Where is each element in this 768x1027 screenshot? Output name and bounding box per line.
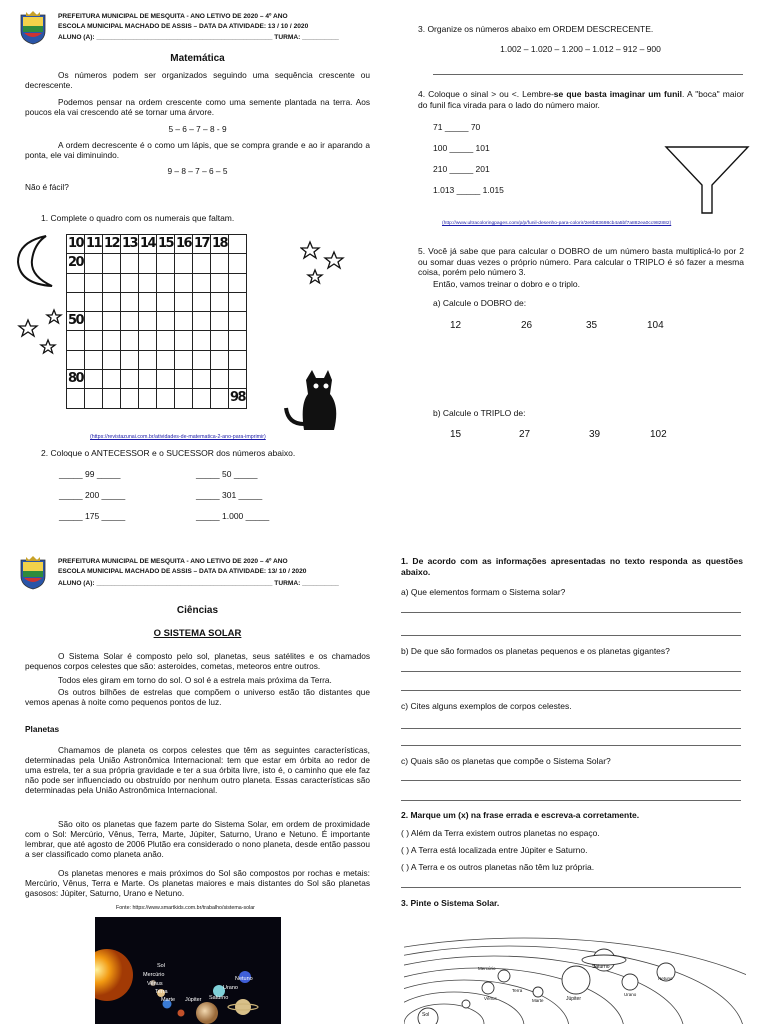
grid-cell[interactable] [211,273,229,292]
answer-line-1c-1[interactable] [401,728,741,729]
grid-cell[interactable] [139,273,157,292]
grid-cell: 16 [175,235,193,254]
dobro-104: 104 [647,320,664,331]
grid-cell[interactable] [121,292,139,311]
grid-cell: 12 [103,235,121,254]
question-4-text-c: . A "boca" maior do funil fica virada para o lado do número maior. [418,89,744,110]
grid-row [67,350,247,369]
grid-cell[interactable] [193,254,211,273]
grid-cell[interactable] [121,331,139,350]
antecessor-sucessor-200[interactable]: _____ 200 _____ [59,490,126,500]
compare-1013-1015[interactable]: 1.013 _____ 1.015 [433,185,504,195]
paragraph-crescente: Podemos pensar na ordem crescente como uma semente plantada na terra. Aos poucos ela vai crescendo até se tornar uma árvore. [25,97,370,118]
grid-cell[interactable] [85,292,103,311]
paragraph-decrescente: A ordem decrescente é o como um lápis, que se compra grande e ao ir aparando a ponta, ele vai diminuindo. [25,140,370,161]
color-label-venus: Vênus [484,996,497,1001]
question-2: 2. Coloque o ANTECESSOR e o SUCESSOR dos números abaixo. [41,448,296,458]
subtitle-planetas: Planetas [25,724,60,734]
sequence-decrescente: 9 – 8 – 7 – 6 – 5 [167,166,228,176]
grid-cell[interactable] [139,350,157,369]
grid-cell: 15 [157,235,175,254]
grid-cell[interactable] [157,350,175,369]
grid-cell[interactable] [157,273,175,292]
grid-cell[interactable] [193,350,211,369]
grid-row [67,331,247,350]
grid-cell[interactable] [139,370,157,389]
question-5-subtitle: Então, vamos treinar o dobro e o triplo. [433,279,580,289]
triplo-27: 27 [519,429,531,440]
paragraph-intro: Os números podem ser organizados seguindo uma sequência crescente ou decrescente. [25,70,370,91]
grid-cell[interactable] [211,389,229,408]
grid-cell[interactable] [211,254,229,273]
color-label-urano: Urano [624,992,637,997]
grid-row [67,254,247,273]
grid-cell[interactable] [85,350,103,369]
color-label-jupiter: Júpiter [566,996,582,1002]
label-jupiter: Júpiter [185,997,202,1003]
exercise-2-item-3[interactable]: ( ) A Terra e os outros planetas não têm luz própria. [401,862,595,872]
grid-row [67,273,247,292]
grid-cell[interactable] [139,254,157,273]
grid-cell[interactable] [103,273,121,292]
label-venus: Vênus [147,981,163,987]
grid-cell[interactable] [157,389,175,408]
paragraph-estrelas: Os outros bilhões de estrelas que compõem o universo estão tão distantes que vemos apenas à noite como pequenos pontos de luz. [25,687,370,708]
exercise-2-item-2[interactable]: ( ) A Terra está localizada entre Júpiter e Saturno. [401,845,588,855]
mesquita-crest-icon-2 [18,556,48,590]
antecessor-sucessor-301[interactable]: _____ 301 _____ [196,490,263,500]
grid-cell[interactable] [175,312,193,331]
solar-system-planets-icon [95,917,281,1024]
numbers-to-order: 1.002 – 1.020 – 1.200 – 1.012 – 912 – 900 [500,44,661,54]
grid-cell[interactable] [121,350,139,369]
dobro-26: 26 [521,320,533,331]
question-4 [418,89,744,110]
stars-right-icon [300,240,350,288]
antecessor-sucessor-50[interactable]: _____ 50 _____ [196,469,258,479]
grid-row [67,370,247,389]
exercise-1d: c) Quais são os planetas que compõe o Sistema Solar? [401,756,611,766]
label-sol: Sol [157,963,165,969]
grid-cell[interactable] [157,370,175,389]
grid-cell[interactable] [121,273,139,292]
grid-cell[interactable] [85,389,103,408]
grid-cell[interactable] [139,312,157,331]
answer-line-1a-2[interactable] [401,635,741,636]
grid-cell[interactable] [175,370,193,389]
question-5b: b) Calcule o TRIPLO de: [433,408,526,418]
sequence-crescente: 5 – 6 – 7 – 8 - 9 [168,124,227,134]
grid-cell[interactable] [211,350,229,369]
school-header-line2-b: ESCOLA MUNICIPAL MACHADO DE ASSIS – DATA DA ATIVIDADE: 13/ 10 / 2020 [58,567,307,575]
grid-cell[interactable] [67,292,85,311]
grid-cell[interactable] [139,331,157,350]
grid-cell[interactable] [85,273,103,292]
solar-system-image [95,917,281,1024]
question-1: 1. Complete o quadro com os numerais que faltam. [41,213,235,223]
student-name-line[interactable]: ALUNO (A): ________________________________________________ TURMA: __________ [58,34,339,42]
grid-cell[interactable] [103,331,121,350]
crescent-moon-icon [12,232,66,290]
grid-cell[interactable] [229,292,247,311]
antecessor-sucessor-1000[interactable]: _____ 1.000 _____ [196,511,270,521]
grid-cell[interactable] [85,331,103,350]
coloring-solar-system[interactable] [404,914,746,1024]
question-3: 3. Organize os números abaixo em ORDEM DESCRECENTE. [418,24,654,34]
answer-line-1d-1[interactable] [401,780,741,781]
grid-cell: 50 [67,312,85,331]
grid-cell[interactable] [229,254,247,273]
grid-cell[interactable] [157,312,175,331]
grid-cell[interactable] [85,370,103,389]
label-terra: Terra [155,989,168,995]
grid-cell[interactable] [175,331,193,350]
grid-cell[interactable] [157,292,175,311]
answer-line-1b-1[interactable] [401,671,741,672]
exercise-2-item-1[interactable]: ( ) Além da Terra existem outros planetas no espaço. [401,828,600,838]
grid-cell[interactable] [85,312,103,331]
dobro-35: 35 [586,320,598,331]
grid-cell[interactable] [175,350,193,369]
grid-cell[interactable] [139,292,157,311]
grid-cell[interactable] [229,331,247,350]
paragraph-giram-sol: Todos eles giram em torno do sol. O sol é a estrela mais próxima da Terra. [58,675,332,685]
grid-cell[interactable] [211,292,229,311]
grid-cell[interactable] [193,273,211,292]
grid-cell[interactable] [193,331,211,350]
grid-cell[interactable] [67,350,85,369]
grid-cell[interactable] [193,389,211,408]
grid-source-link[interactable]: (https://revistazunai.com.br/atividades-de-matematica-2-ano-para-imprimir) [90,434,266,440]
black-cat-icon [282,364,344,432]
grid-cell[interactable] [67,331,85,350]
grid-cell[interactable] [211,331,229,350]
label-netuno: Netuno [235,976,253,982]
antecessor-sucessor-99[interactable]: _____ 99 _____ [59,469,121,479]
grid-cell: 14 [139,235,157,254]
label-saturno: Saturno [209,995,229,1001]
grid-cell: 20 [67,254,85,273]
grid-cell[interactable] [193,312,211,331]
exercise-1: 1. De acordo com as informações apresentadas no texto responda as questões abaixo. [401,556,743,577]
coloring-orbits-icon [404,914,746,1024]
answer-line-1d-2[interactable] [401,800,741,801]
grid-cell[interactable] [103,389,121,408]
answer-line-q3[interactable] [433,74,743,75]
grid-row [67,235,247,254]
stars-left-icon [16,308,66,358]
paragraph-nao-e-facil: Não é fácil? [25,182,69,192]
color-label-netuno: Netuno [658,976,673,981]
grid-cell[interactable] [103,312,121,331]
compare-210-201[interactable]: 210 _____ 201 [433,164,490,174]
triplo-39: 39 [589,429,601,440]
question-5a: a) Calcule o DOBRO de: [433,298,527,308]
grid-row [67,292,247,311]
grid-cell[interactable] [229,273,247,292]
answer-line-1a-1[interactable] [401,612,741,613]
label-mercurio: Mercúrio [143,972,165,978]
grid-cell[interactable] [121,389,139,408]
compare-71-70[interactable]: 71 _____ 70 [433,122,481,132]
grid-cell[interactable] [121,254,139,273]
grid-cell[interactable] [229,312,247,331]
grid-cell[interactable] [175,292,193,311]
grid-cell[interactable] [157,331,175,350]
grid-cell[interactable] [229,350,247,369]
grid-row [67,389,247,408]
color-label-terra: Terra [512,988,523,993]
grid-cell[interactable] [103,254,121,273]
question-5: 5. Você já sabe que para calcular o DOBRO de um número basta multiplicá-lo por 2 ou somar duas vezes o próprio número. Para calcular o TRIPLO é só fazer a mesma coisa, porém pelo número 3. [418,246,744,278]
compare-100-101[interactable]: 100 _____ 101 [433,143,490,153]
grid-cell[interactable] [211,312,229,331]
grid-cell[interactable] [175,273,193,292]
triplo-15: 15 [450,429,462,440]
grid-cell[interactable] [175,254,193,273]
color-label-marte: Marte [532,998,544,1003]
title-sistema-solar: O SISTEMA SOLAR [153,628,242,639]
student-name-line-b[interactable]: ALUNO (A): ________________________________________________ TURMA: __________ [58,580,339,588]
fonte-smartkids[interactable]: Fonte: https://www.smartkids.com.br/trabalho/sistema-solar [116,905,255,911]
grid-cell[interactable] [157,254,175,273]
triplo-102: 102 [650,429,667,440]
grid-cell[interactable] [211,370,229,389]
question-4-text-bold: se que basta imaginar um funil [553,89,682,99]
label-marte: Marte [161,997,176,1003]
grid-cell: 98 [229,389,247,408]
paragraph-planetas-rochosos-gasosos: Os planetas menores e mais próximos do Sol são compostos por rochas e metais: Mercúrio, Vênus, Terra e Marte. Os planetas maiores e mais distantes do Sol são planetas gasosos: Júpiter, Saturno, Urano e Netuno. [25,868,370,899]
dobro-12: 12 [450,320,462,331]
mesquita-crest-icon [18,11,48,45]
grid-cell: 13 [121,235,139,254]
grid-cell[interactable] [229,235,247,254]
color-label-mercurio: Mercúrio [478,966,496,971]
funnel-icon [664,143,750,215]
school-header-line1: PREFEITURA MUNICIPAL DE MESQUITA - ANO LETIVO DE 2020 – 4º ANO [58,13,288,20]
antecessor-sucessor-175[interactable]: _____ 175 _____ [59,511,126,521]
exercise-1a: a) Que elementos formam o Sistema solar? [401,587,566,597]
subject-ciencias: Ciências [176,605,219,616]
grid-cell[interactable] [121,370,139,389]
question-4-text-a: 4. Coloque o sinal > ou <. Lembre- [418,89,554,99]
grid-cell: 10 [67,235,85,254]
school-header-line1-b: PREFEITURA MUNICIPAL DE MESQUITA - ANO LETIVO DE 2020 – 4º ANO [58,558,288,565]
paragraph-oito-planetas: São oito os planetas que fazem parte do Sistema Solar, em ordem de proximidade com o Sol: Mercúrio, Vênus, Terra, Marte, Júpiter, Saturno, Urano e Netuno. É importante lembrar, que até agosto de 2006 Plutão era considerado o nono planeta, desde então passou a ser classificado como planeta anão. [25,819,370,860]
grid-cell[interactable] [85,254,103,273]
exercise-2: 2. Marque um (x) na frase errada e escreva-a corretamente. [401,810,640,820]
paragraph-sistema-solar: O Sistema Solar é composto pelo sol, planetas, seus satélites e os chamados pequenos corpos celestes que são: asteroides, cometas, meteoros entre outros. [25,651,370,672]
answer-line-1c-2[interactable] [401,745,741,746]
grid-cell: 80 [67,370,85,389]
grid-cell[interactable] [193,370,211,389]
color-label-sol: Sol [422,1012,430,1018]
grid-cell[interactable] [67,389,85,408]
grid-cell[interactable] [103,350,121,369]
grid-cell: 17 [193,235,211,254]
grid-cell: 11 [85,235,103,254]
page-title-matematica: Matemática [170,53,225,64]
grid-cell: 18 [211,235,229,254]
grid-cell[interactable] [175,389,193,408]
grid-cell[interactable] [121,312,139,331]
grid-cell[interactable] [67,273,85,292]
color-label-saturno: Saturno [592,964,610,970]
grid-cell[interactable] [103,292,121,311]
exercise-1c: c) Cites alguns exemplos de corpos celestes. [401,701,572,711]
label-urano: Urano [223,985,238,991]
exercise-1b: b) De que são formados os planetas pequenos e os planetas gigantes? [401,646,670,656]
answer-line-1b-2[interactable] [401,690,741,691]
grid-row [67,312,247,331]
answer-line-2[interactable] [401,887,741,888]
exercise-3: 3. Pinte o Sistema Solar. [401,898,500,908]
paragraph-planeta-definicao: Chamamos de planeta os corpos celestes que têm as seguintes características, determinadas pela União Astronômica Internacional: tem que estar em órbita ao redor de uma estrela, ter a sua própria gravidade e ter a sua órbita livre, isto é, o caminho que ele faz não pode ser influenciado ou obstruído por nenhum outro planeta. Essas características são determinadas pela União Astronômica Internacional. [25,745,370,796]
number-grid [66,234,247,409]
grid-cell[interactable] [229,370,247,389]
school-header-line2: ESCOLA MUNICIPAL MACHADO DE ASSIS – DATA DA ATIVIDADE: 13 / 10 / 2020 [58,22,309,30]
grid-cell[interactable] [139,389,157,408]
grid-cell[interactable] [193,292,211,311]
grid-cell[interactable] [103,370,121,389]
funnel-source-link[interactable]: (http://www.ultracoloringpages.com/p/p/funil-desenho-para-colorir/2e8b83698cb4a5bf7a882ea0cc982882) [442,221,672,226]
